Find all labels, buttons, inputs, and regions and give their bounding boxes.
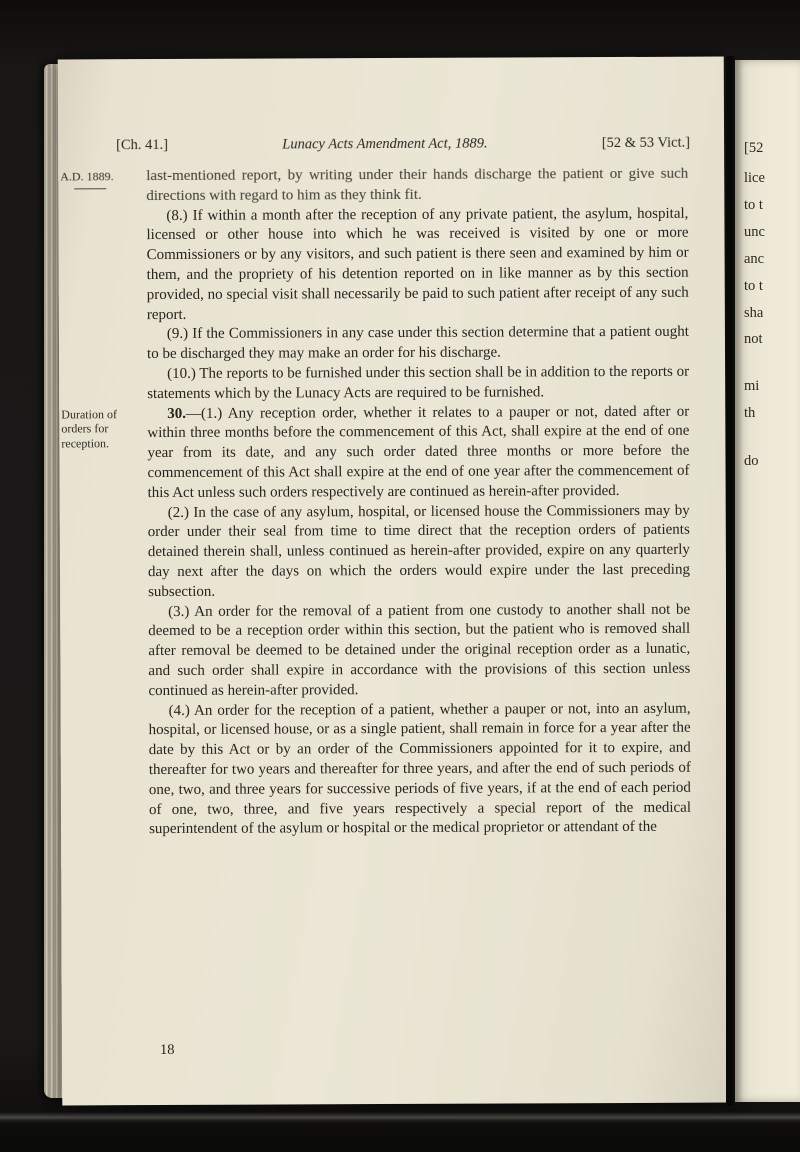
- adjacent-page-text-fragment: sha: [744, 305, 764, 321]
- body-paragraph: [146, 204, 689, 325]
- adjacent-page-text-fragment: lice: [744, 170, 765, 186]
- adjacent-page-text-fragment: to t: [744, 278, 763, 294]
- body-paragraph: [149, 699, 692, 840]
- adjacent-page-text-fragment: do: [744, 453, 759, 469]
- paragraph-text: (4.) An order for the reception of a patient, whether a pauper or not, into an asylum, hospital, or licensed house, or as a single patient, shall remain in force for a year after the date by this Act or by an order of the Commissioners appointed for it to expire, and thereafter for two years and thereafter for three years, and after the end of such periods of one, two, and three years for successive periods of five years, if at the end of each period of one, two, three, and five years respectively a special report of the medical superintendent of the asylum or hospital or the medical proprietor or attendant of the: [148, 700, 692, 838]
- citation: [52 & 53 Vict.]: [601, 134, 691, 152]
- adjacent-page-text-fragment: to t: [744, 197, 763, 213]
- body-paragraph: [148, 600, 690, 701]
- paragraph-text: (10.) The reports to be furnished under this section shall be in addition to the reports or statements which by the Lunacy Acts are required to be furnished.: [147, 363, 690, 402]
- paragraph-text: (8.) If within a month after the reception of any private patient, the asylum, hospital, licensed or other house into which he was received is visited by one or more Commissioners or by any visitors, and such patient is there seen and examined by him or them, and the propriety of his detention reported on in like manner as by this section provided, no special visit shall necessarily be paid to such patient after receipt of any such report.: [146, 205, 689, 323]
- adjacent-page-text-fragment: not: [744, 331, 763, 347]
- adjacent-page-text-fragment: mi: [744, 378, 760, 394]
- paragraph-text: (3.) An order for the removal of a patient from one custody to another shall not be deemed to be a reception order within this section, but the patient who is removed shall after removal be deemed to be detained under the original reception order as a lunatic, and such order shall expire in accordance with the provisions of this section unless continued as herein-after provided.: [148, 601, 691, 699]
- running-header: [116, 135, 690, 155]
- paragraph-text: (2.) In the case of any asylum, hospital, or licensed house the Commissioners may by order under their seal from time to time direct that the reception orders of patients detained therein shall, unless continued as herein-after provided, expire on any quarterly day next after the days on which the orders would expire under the last preceding subsection.: [147, 502, 690, 600]
- adjacent-page: [735, 60, 800, 1102]
- adjacent-page-text-fragment: unc: [744, 224, 765, 240]
- body-paragraph: [148, 501, 690, 602]
- paragraph-text: last-mentioned report, by writing under their hands discharge the patient or give such directions with regard to him as they think fit.: [146, 165, 689, 204]
- margin-note-date-text: A.D. 1889.: [60, 169, 114, 184]
- section-number: 30.: [167, 405, 187, 422]
- page-number: 18: [160, 1041, 175, 1059]
- margin-note-duration-text: Duration of orders for reception.: [61, 406, 117, 451]
- margin-note-duration: [61, 407, 141, 451]
- adjacent-page-text-fragment: anc: [744, 251, 765, 267]
- adjacent-page-text-fragment: th: [744, 405, 756, 421]
- margin-note-date: [60, 169, 140, 189]
- body-paragraph: [147, 363, 689, 405]
- paragraph-text: (9.) If the Commissioners in any case under this section determine that a patient ought to be discharged they may make an order for his discharge.: [146, 324, 689, 363]
- margin-note-rule: [74, 188, 106, 189]
- body-text: [60, 165, 692, 840]
- act-title: Lunacy Acts Amendment Act, 1889.: [282, 135, 488, 153]
- page-gutter: [726, 56, 735, 1106]
- body-paragraph-section-30: [61, 402, 690, 503]
- book-page: [58, 57, 729, 1106]
- body-paragraph: [147, 323, 689, 365]
- body-paragraph: [60, 165, 689, 207]
- adjacent-page-text-fragment: [52: [744, 140, 764, 156]
- paragraph-text: —(1.) Any reception order, whether it relates to a pauper or not, dated after or within three months before the commencement of this Act, shall expire at the end of one year from its date, and any such order dated three months or more before the commencement of this Act shall expire at the end of one year after the commencement of this Act unless such orders respectively are continued as herein-after provided.: [147, 403, 690, 501]
- chapter-number: [Ch. 41.]: [116, 136, 169, 154]
- table-edge-highlight: [0, 1112, 800, 1124]
